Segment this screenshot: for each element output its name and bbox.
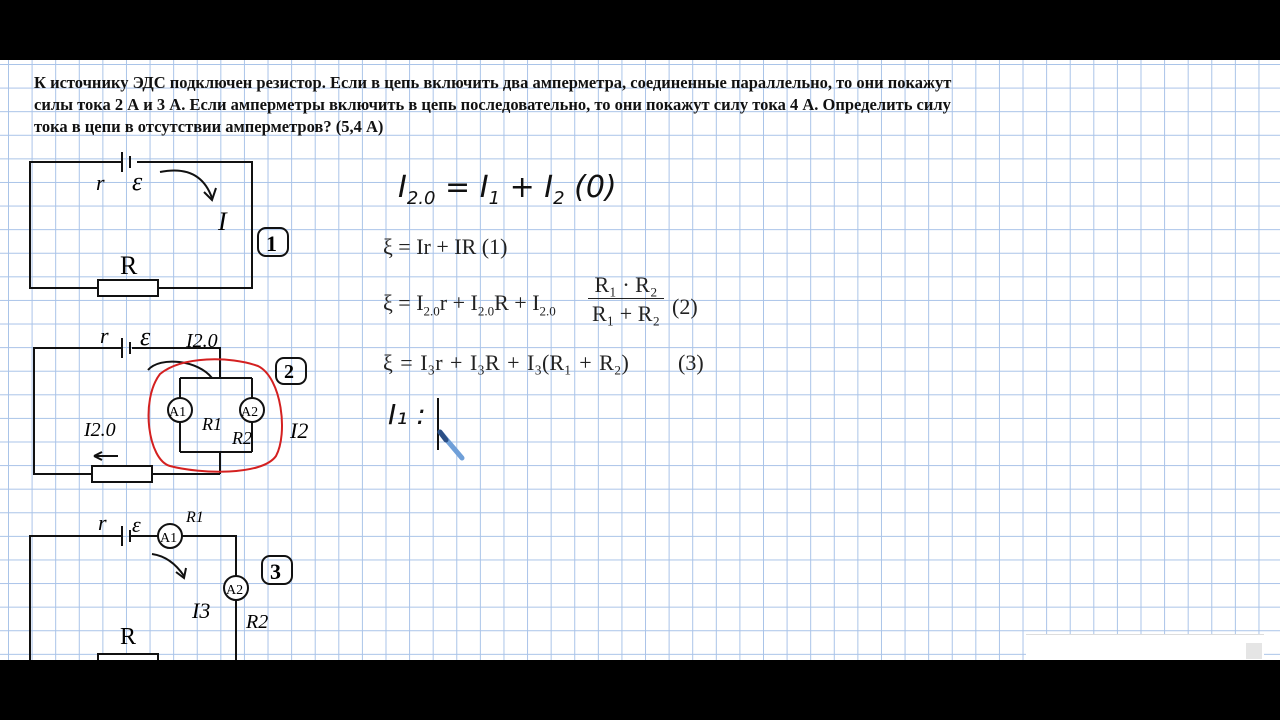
fraction-denominator: R₁ + R₂: [591, 301, 661, 326]
c2-current-main: I2.0: [186, 330, 218, 352]
equation-1: ξ = Ir + IR (1): [383, 234, 508, 259]
pen-cursor-icon: [440, 432, 462, 458]
equation-4-partial: I₁ :: [388, 398, 426, 431]
c2-current-right: I2: [290, 418, 309, 443]
problem-line-1: К источнику ЭДС подключен резистор. Если в цепь включить два амперметра, соединенные параллельно, то они покажут: [34, 73, 952, 92]
c2-emf-label: ε: [140, 322, 151, 351]
resistor-r: [98, 654, 158, 660]
equation-3-tag: (3): [678, 350, 704, 375]
c2-a2-label: A2: [241, 405, 259, 420]
c3-current-label: I3: [192, 598, 211, 623]
problem-line-3: тока в цепи в отсутствии амперметров? (5,4 А): [34, 117, 384, 136]
resistor-r: [98, 280, 158, 296]
circuit-1: [30, 152, 288, 296]
fraction-numerator: R₁ · R₂: [588, 272, 664, 299]
c3-a2-label: A2: [226, 583, 244, 598]
equation-0: $I_{2.0} = I_1 + I_2$ (0): [398, 170, 617, 209]
current-arrow: [152, 554, 184, 576]
circuit-drawings: [0, 60, 1280, 660]
c3-r1-label: R1: [186, 509, 204, 526]
notebook-sheet: [0, 60, 1280, 660]
c1-current-label: I: [218, 207, 227, 236]
c1-emf-label: ε: [132, 167, 143, 196]
resistor-r: [92, 466, 152, 482]
c3-resistor-label: R: [120, 624, 137, 650]
c3-emf-label: ε: [132, 512, 141, 537]
c3-number: 3: [270, 559, 281, 584]
c2-r1-label: R1: [202, 414, 222, 434]
c2-number: 2: [284, 361, 294, 383]
c1-number: 1: [266, 231, 277, 256]
c3-a1-label: A1: [160, 531, 178, 546]
current-arrow: [160, 170, 212, 198]
c2-a1-label: A1: [169, 405, 187, 420]
c3-r-label: r: [98, 510, 107, 535]
equation-2-tag: (2): [672, 294, 698, 319]
c1-r-label: r: [96, 170, 105, 195]
c2-r-label: r: [100, 323, 109, 348]
c3-r2-label: R2: [246, 611, 269, 633]
c1-resistor-label: R: [120, 251, 138, 280]
overlay-tab[interactable]: [1246, 643, 1262, 659]
overlay-panel: [1026, 634, 1264, 660]
c2-r2-label: R2: [232, 428, 252, 448]
equation-3: ξ = I₃r + I₃R + I₃(R₁ + R₂): [383, 350, 629, 375]
equation-2: $\xi = I_{2.0}r + I_{2.0}R + I_{2.0}$: [383, 290, 556, 319]
problem-line-2: силы тока 2 А и 3 А. Если амперметры включить в цепь последовательно, то они покажут силу тока 4 А. Определить силу: [34, 95, 951, 114]
c2-current-left: I2.0: [84, 419, 116, 441]
